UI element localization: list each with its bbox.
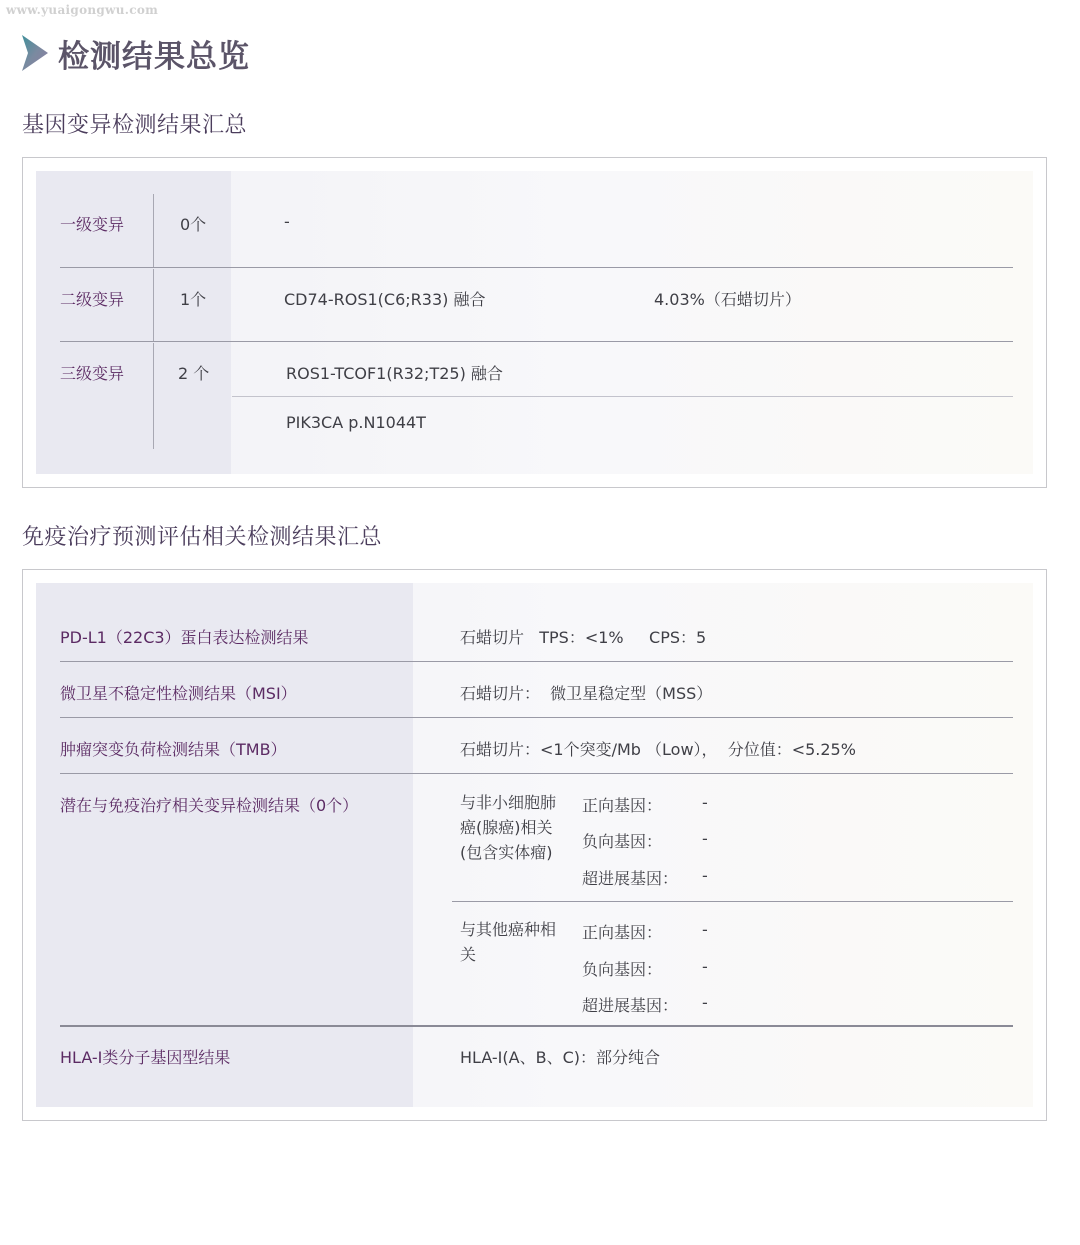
variant-detail: ROS1-TCOF1(R32;T25) 融合 <box>286 364 503 383</box>
section-title-immunotherapy: 免疫治疗预测评估相关检测结果汇总 <box>22 525 383 550</box>
pdl1-label: PD-L1（22C3）蛋白表达检测结果 <box>60 628 309 647</box>
chevron-right-icon <box>20 32 50 74</box>
gene-key: 正向基因： <box>582 923 663 942</box>
gene-key: 负向基因： <box>582 960 663 979</box>
gene-value: - <box>702 957 708 976</box>
gene-key: 超进展基因： <box>582 869 679 888</box>
tmb-label: 肿瘤突变负荷检测结果（TMB） <box>60 740 287 759</box>
variant-level-label: 一级变异 <box>60 215 125 234</box>
gene-value: - <box>702 993 708 1012</box>
sub-row-divider <box>232 396 1013 397</box>
column-divider <box>153 343 154 449</box>
tmb-value: 石蜡切片：<1个突变/Mb （Low）， 分位值：<5.25% <box>460 740 856 759</box>
msi-value: 石蜡切片： 微卫星稳定型（MSS） <box>460 684 713 703</box>
row-divider <box>60 341 1013 342</box>
gene-key: 超进展基因： <box>582 996 679 1015</box>
variant-count: 1个 <box>180 290 207 309</box>
page-header <box>20 30 250 76</box>
section-title-gene-variants: 基因变异检测结果汇总 <box>22 113 248 138</box>
variant-detail: PIK3CA p.N1044T <box>286 413 426 432</box>
msi-label: 微卫星不稳定性检测结果（MSI） <box>60 684 297 703</box>
cancer-group-name: 与非小细胞肺癌(腺癌)相关(包含实体瘤) <box>460 793 557 862</box>
hla-value: HLA-I(A、B、C)：部分纯合 <box>460 1048 660 1067</box>
variant-frequency: 4.03%（石蜡切片） <box>654 290 801 309</box>
variant-level-label: 三级变异 <box>60 364 125 383</box>
gene-value: - <box>702 829 708 848</box>
gene-key: 正向基因： <box>582 796 663 815</box>
variant-detail: - <box>284 212 290 231</box>
page-title: 检测结果总览 <box>58 38 250 75</box>
row-divider <box>60 773 1013 774</box>
variant-count: 2 个 <box>178 364 210 383</box>
variant-count: 0个 <box>180 215 207 234</box>
row-divider <box>60 267 1013 268</box>
watermark: www.yuaigongwu.com <box>6 3 159 17</box>
sub-row-divider <box>452 901 1013 902</box>
immunotherapy-summary-table <box>22 569 1047 1121</box>
gene-value: - <box>702 920 708 939</box>
row-divider <box>60 661 1013 662</box>
cancer-group-name: 与其他癌种相关 <box>460 920 557 964</box>
column-divider <box>153 269 154 341</box>
gene-value: - <box>702 866 708 885</box>
gene-value: - <box>702 793 708 812</box>
pdl1-value: 石蜡切片 TPS：<1% CPS：5 <box>460 628 707 647</box>
variant-detail: CD74-ROS1(C6;R33) 融合 <box>284 290 486 309</box>
hla-label: HLA-I类分子基因型结果 <box>60 1048 231 1067</box>
column-divider <box>153 194 154 267</box>
row-divider <box>60 1025 1013 1027</box>
row-divider <box>60 717 1013 718</box>
related-variants-label: 潜在与免疫治疗相关变异检测结果（0个） <box>60 796 359 815</box>
gene-variant-summary-table <box>22 157 1047 488</box>
variant-level-label: 二级变异 <box>60 290 125 309</box>
gene-key: 负向基因： <box>582 832 663 851</box>
